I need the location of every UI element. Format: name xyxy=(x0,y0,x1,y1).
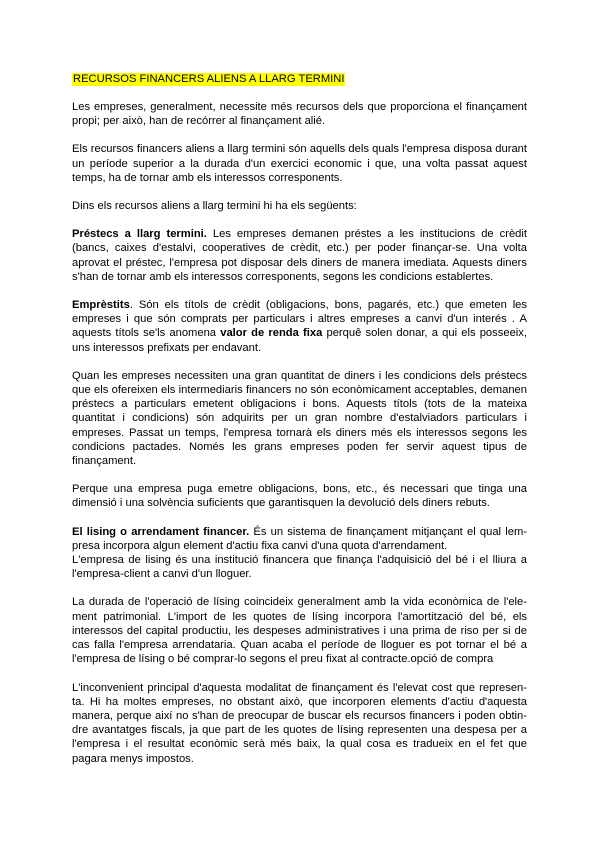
emprestits-text-a: . Són els títols de crèdit (obligacions, bons, pagarés, etc.) que emeten les empreses i que són comprats per particulars i altres empreses a canvi d'un interés . A aquests títols se'ls anomena xyxy=(72,299,527,340)
paragraph-intro: Les empreses, generalment, necessite més recursos dels que proporciona el finançament propi; per això, han de recórrer al finançament alié. xyxy=(72,101,527,128)
term-prestecs: Préstecs a llarg termini. xyxy=(72,228,207,241)
lising-text: És un sistema de finançament mitjançant el qual lem-presa incorpora algun element d'actiu fixa canvi d'una quota d'arrendament. xyxy=(72,525,527,552)
page-title: RECURSOS FINANCERS ALIENS A LLARG TERMINI xyxy=(73,73,345,85)
paragraph-durada: La durada de l'operació de lísing coincideix generalment amb la vida econòmica de l'ele-ment patrimonial. L'import de les quotes de lísing incorpora l'amortització del bé, els interessos del capital productiu, les despeses administratives i una prima de riso per si de cas falla l'empresa arrendataria. Quan acaba el període de lloguer es pot tornar el bé a l'empresa de lísing o bé comprar-lo segons el preu fixat al contracte.opció de compra xyxy=(72,596,527,666)
term-emprestits: Emprèstits xyxy=(72,299,130,312)
paragraph-obligacions: Quan les empreses necessiten una gran quantitat de diners i les condicions dels préstecs que els ofereixen els intermediaris financers no són econòmicament acceptables, demanen préstecs a particulars emetent obligacions i bons. Aquests títols (tots de la mateixa quantitat i condicions) són adquirits per un gran nombre d'estalviadors particulars i empreses. Passat un temps, l'empresa tornarà els diners més els interessos segons les condicions pactades. Només les grans empreses poden fer servir aquest tipus de finançament. xyxy=(72,369,527,468)
paragraph-prestecs xyxy=(72,227,527,284)
paragraph-inconvenient: L'inconvenient principal d'aquesta modalitat de finançament és l'elevat cost que represen-ta. Hi ha moltes empreses, no obstant això, que incorporen elements d'actiu d'aquesta manera, perque així no s'han de preocupar de buscar els recursos financers i poden obtin-dre avantatges fiscals, ja que part de les quotes de lísing representen una despesa per a l'empresa i el resultat econòmic serà més baix, la qual cosa es tradueix en el fet que pagara menys impostos. xyxy=(72,681,527,765)
paragraph-definition: Els recursos financers aliens a llarg termini són aquells dels quals l'empresa disposa durant un període superior a la durada d'un exercici economic i que, una volta passat aquest temps, ha de tornar amb els interessos corresponents. xyxy=(72,143,527,184)
term-valor-renda-fixa: valor de renda fixa xyxy=(220,327,323,340)
paragraph-lising-empresa: L'empresa de lising és una institució financera que finança l'adquisició del bé i el lliura a l'empresa-client a canvi d'un lloguer. xyxy=(72,554,527,581)
paragraph-lising xyxy=(72,525,527,553)
paragraph-solvencia: Perque una empresa puga emetre obligacions, bons, etc., és necessari que tinga una dimensió i una solvència suficients que garantisquen la devolució dels diners rebuts. xyxy=(72,483,527,510)
paragraph-list-intro: Dins els recursos aliens a llarg termini hi ha els següents: xyxy=(72,200,357,213)
term-lising: El lising o arrendament financer. xyxy=(72,525,250,538)
paragraph-emprestits xyxy=(72,298,527,355)
emprestits-text-b: perquê solen donar, a qui els posseeix, uns interessos prefixats per endavant. xyxy=(72,327,527,354)
document-body xyxy=(72,72,527,766)
prestecs-text: Les empreses demanen préstes a les institucions de crèdit (bancs, caixes d'estalvi, cooperatives de crèdit, etc.) per poder finançar-se. Una volta aprovat el préstec, l'empresa pot disposar dels diners de manera imediata. Aquests diners s'han de tornar amb els interessos corresponents, segons les condicions establertes. xyxy=(72,228,527,283)
